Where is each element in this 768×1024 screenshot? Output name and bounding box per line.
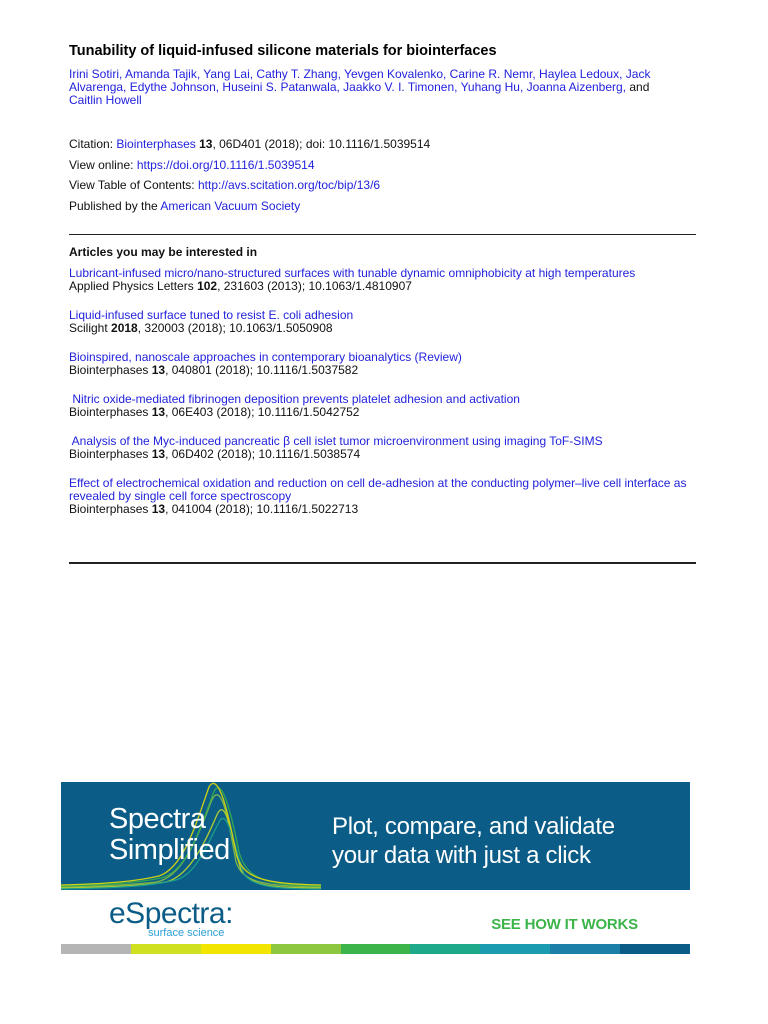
article-item-title[interactable]: Liquid-infused surface tuned to resist E. coli adhesion (69, 308, 354, 322)
article-item-volume: 2018 (111, 321, 138, 335)
article-item-title[interactable]: Bioinspired, nanoscale approaches in contemporary bioanalytics (Review) (69, 350, 462, 364)
publisher-link[interactable]: American Vacuum Society (160, 198, 301, 213)
ad-color-stripe (201, 944, 271, 954)
ad-color-stripe (480, 944, 550, 954)
article-item-volume: 13 (151, 363, 166, 377)
toc-label: View Table of Contents: (69, 178, 198, 192)
article-item-journal: Applied Physics Letters (69, 279, 198, 293)
article-item-rest: , 040801 (2018); 10.1116/1.5037582 (165, 363, 359, 377)
authors-and: and (626, 80, 650, 94)
citation-rest: , 06D401 (2018); doi: 10.1116/1.5039514 (212, 137, 431, 151)
article-item-title[interactable]: Effect of electrochemical oxidation and reduction on cell de-adhesion at the conducting polymer–live cell interface as revealed by single cell force spectroscopy (69, 476, 687, 503)
view-online-line (69, 155, 696, 176)
article-item-volume: 13 (151, 502, 166, 516)
ad-top-panel (61, 782, 690, 890)
article-title: Tunability of liquid-infused silicone materials for biointerfaces (69, 43, 497, 59)
espectra-logo: eSpectra: (109, 897, 233, 930)
view-online-link[interactable]: https://doi.org/10.1116/1.5039514 (136, 157, 315, 172)
article-item-citation (69, 364, 696, 377)
ad-color-stripe (550, 944, 620, 954)
article-item-volume: 13 (151, 405, 166, 419)
see-how-it-works-button[interactable]: SEE HOW IT WORKS (491, 916, 638, 933)
article-item-rest: , 320003 (2018); 10.1063/1.5050908 (137, 321, 333, 335)
divider-top (69, 234, 696, 235)
published-label: Published by the (69, 198, 161, 213)
article-item-rest: , 231603 (2013); 10.1063/1.4810907 (217, 279, 412, 293)
ad-color-stripe (271, 944, 341, 954)
article-item-citation (69, 280, 696, 293)
article-item-rest: , 06D402 (2018); 10.1116/1.5038574 (165, 447, 361, 461)
ad-color-stripe (341, 944, 411, 954)
article-item-citation (69, 406, 696, 419)
ad-color-stripe (131, 944, 201, 954)
article-item-journal: Scilight (69, 321, 112, 335)
ad-color-stripes (61, 944, 690, 954)
citation-label: Citation: (69, 137, 117, 151)
ad-color-stripe (410, 944, 480, 954)
article-item-journal: Biointerphases (69, 405, 152, 419)
citation-line (69, 134, 696, 155)
article-item-journal: Biointerphases (69, 447, 152, 461)
citation-journal-link[interactable]: Biointerphases (116, 137, 196, 151)
ad-left-line-1: Spectra (109, 803, 206, 835)
citation-volume: 13 (199, 137, 213, 151)
ad-color-stripe (620, 944, 690, 954)
ad-right-line-2: your data with just a click (332, 842, 591, 869)
article-item-title[interactable]: Analysis of the Myc-induced pancreatic β cell islet tumor microenvironment using imaging ToF-SIMS (69, 434, 603, 448)
citation-block (69, 134, 696, 216)
article-item (69, 435, 696, 461)
article-item-title[interactable]: Nitric oxide-mediated fibrinogen deposition prevents platelet adhesion and activation (69, 392, 520, 406)
article-item-title[interactable]: Lubricant-infused micro/nano-structured surfaces with tunable dynamic omniphobicity at high temperatures (69, 266, 636, 280)
view-online-label: View online: (69, 157, 137, 172)
article-item (69, 351, 696, 377)
ad-color-stripe (61, 944, 131, 954)
related-articles (69, 245, 696, 532)
article-item (69, 477, 696, 516)
toc-link[interactable]: http://avs.scitation.org/toc/bip/13/6 (197, 178, 381, 192)
espectra-ad-banner[interactable] (61, 782, 690, 954)
article-item (69, 267, 696, 293)
toc-line (69, 175, 696, 196)
espectra-logo-subtitle: surface science (148, 927, 225, 939)
article-item-citation (69, 322, 696, 335)
author-list (69, 68, 696, 107)
ad-right-line-1: Plot, compare, and validate (332, 813, 615, 840)
divider-bottom (69, 562, 696, 564)
article-item-citation (69, 503, 696, 516)
publisher-line (69, 196, 696, 217)
authors-line-1[interactable]: Irini Sotiri, Amanda Tajik, Yang Lai, Cathy T. Zhang, Yevgen Kovalenko, Carine R. Nemr, Haylea Ledoux, Jack (69, 67, 651, 81)
ad-headline-left (109, 804, 230, 866)
article-item-citation (69, 448, 696, 461)
related-articles-heading: Articles you may be interested in (69, 245, 258, 259)
article-item-volume: 102 (197, 279, 218, 293)
article-item-volume: 13 (151, 447, 166, 461)
ad-headline-right (332, 812, 615, 870)
article-item-rest: , 041004 (2018); 10.1116/1.5022713 (165, 502, 359, 516)
ad-bottom-panel (61, 890, 690, 944)
authors-line-3[interactable]: Caitlin Howell (69, 93, 142, 107)
article-item (69, 309, 696, 335)
article-header (69, 42, 696, 216)
article-item (69, 393, 696, 419)
ad-left-line-2: Simplified (109, 834, 230, 866)
article-item-journal: Biointerphases (69, 363, 152, 377)
article-item-rest: , 06E403 (2018); 10.1116/1.5042752 (165, 405, 360, 419)
authors-line-2[interactable]: Alvarenga, Edythe Johnson, Huseini S. Patanwala, Jaakko V. I. Timonen, Yuhang Hu, Joanna Aizenberg, (69, 80, 627, 94)
article-item-journal: Biointerphases (69, 502, 152, 516)
